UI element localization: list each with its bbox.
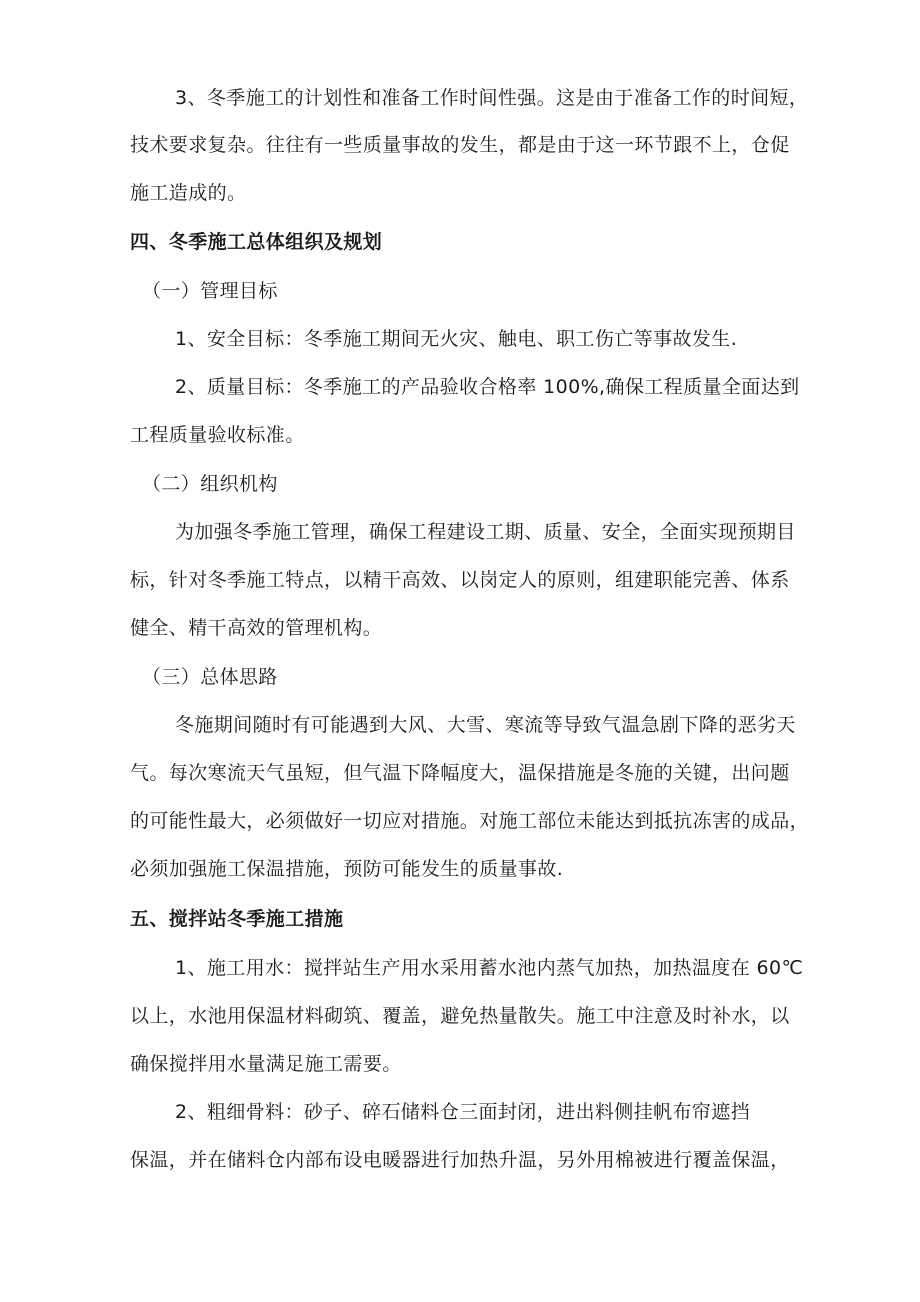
goal-quality-line1: 2、质量目标：冬季施工的产品验收合格率 100%,确保工程质量全面达到 — [175, 376, 800, 398]
idea-para-line4: 必须加强施工保温措施，预防可能发生的质量事故. — [130, 858, 564, 880]
idea-para-line2: 气。每次寒流天气虽短，但气温下降幅度大，温保措施是冬施的关键，出问题 — [130, 762, 790, 784]
idea-para-line3: 的可能性最大，必须做好一切应对措施。对施工部位未能达到抵抗冻害的成品， — [130, 810, 810, 832]
aggregate-para-line2: 保温，并在储料仓内部布设电暖器进行加热升温，另外用棉被进行覆盖保温， — [130, 1149, 790, 1171]
org-para-line1: 为加强冬季施工管理，确保工程建设工期、质量、安全，全面实现预期目 — [175, 521, 796, 543]
section-heading-5: 五、搅拌站冬季施工措施 — [130, 908, 344, 930]
para-item3-line1: 3、冬季施工的计划性和准备工作时间性强。这是由于准备工作的时间短， — [175, 87, 809, 109]
subheading-organization: （二）组织机构 — [142, 473, 278, 495]
section-heading-4: 四、冬季施工总体组织及规划 — [130, 231, 383, 253]
water-para-line1: 1、施工用水：搅拌站生产用水采用蓄水池内蒸气加热，加热温度在 60℃ — [175, 957, 804, 979]
goal-safety: 1、安全目标：冬季施工期间无火灾、触电、职工伤亡等事故发生. — [175, 328, 738, 350]
org-para-line2: 标，针对冬季施工特点，以精干高效、以岗定人的原则，组建职能完善、体系 — [130, 569, 790, 591]
idea-para-line1: 冬施期间随时有可能遇到大风、大雪、寒流等导致气温急剧下降的恶劣天 — [175, 714, 796, 736]
para-item3-line2: 技术要求复杂。往往有一些质量事故的发生，都是由于这一环节跟不上，仓促 — [130, 134, 790, 156]
para-item3-line3: 施工造成的。 — [130, 182, 247, 204]
water-para-line3: 确保搅拌用水量满足施工需要。 — [130, 1053, 402, 1075]
org-para-line3: 健全、精干高效的管理机构。 — [130, 617, 383, 639]
subheading-overall-approach: （三）总体思路 — [142, 666, 278, 688]
aggregate-para-line1: 2、粗细骨料：砂子、碎石储料仓三面封闭，进出料侧挂帆布帘遮挡 — [175, 1101, 751, 1123]
water-para-line2: 以上，水池用保温材料砌筑、覆盖，避免热量散失。施工中注意及时补水，以 — [130, 1005, 790, 1027]
goal-quality-line2: 工程质量验收标准。 — [130, 424, 305, 446]
subheading-management-goals: （一）管理目标 — [142, 280, 278, 302]
